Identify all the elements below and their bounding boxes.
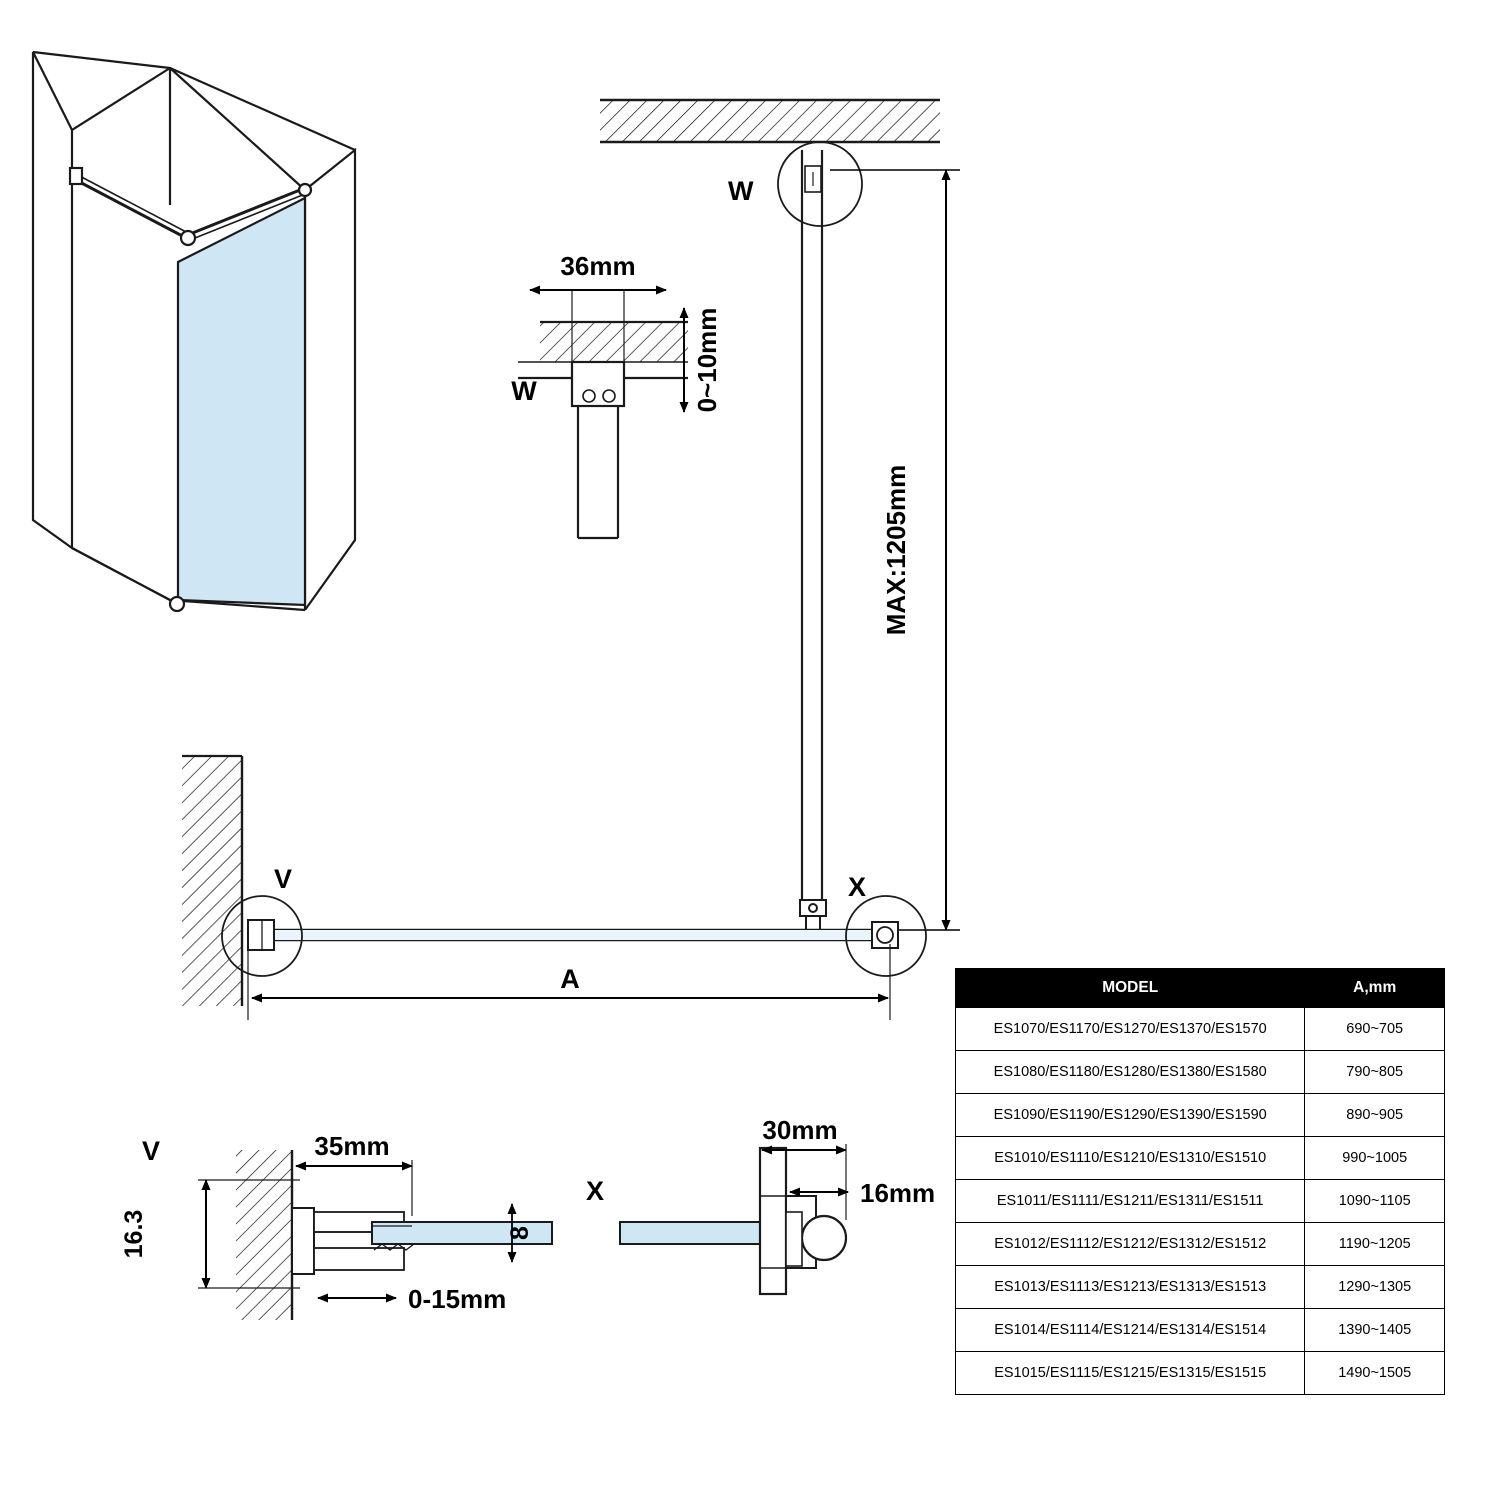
table-header-row bbox=[956, 969, 1445, 1008]
table-row bbox=[956, 1223, 1445, 1266]
dimension-label-16-3: 16.3 bbox=[120, 1209, 148, 1259]
cell-range: 1290~1305 bbox=[1305, 1266, 1445, 1309]
isometric-view bbox=[33, 52, 355, 611]
cell-model: ES1014/ES1114/ES1214/ES1314/ES1514 bbox=[956, 1309, 1305, 1352]
dimension-label-0-10mm: 0~10mm bbox=[692, 307, 722, 413]
table-row bbox=[956, 1008, 1445, 1051]
table-row bbox=[956, 1051, 1445, 1094]
dimension-label-0-15mm: 0-15mm bbox=[408, 1284, 507, 1314]
model-spec-table bbox=[955, 968, 1445, 1395]
cell-model: ES1012/ES1112/ES1212/ES1312/ES1512 bbox=[956, 1223, 1305, 1266]
dimension-label-max-height: MAX:1205mm bbox=[881, 464, 911, 636]
callout-label-x-detail: X bbox=[586, 1176, 605, 1206]
x-detail-view bbox=[586, 1115, 935, 1294]
cell-range: 790~805 bbox=[1305, 1051, 1445, 1094]
dimension-label-8: 8 bbox=[506, 1226, 534, 1240]
callout-label-v-plan: V bbox=[274, 864, 293, 894]
dimension-label-35mm: 35mm bbox=[314, 1131, 390, 1161]
bar-lower-bracket bbox=[800, 900, 826, 930]
cell-model: ES1090/ES1190/ES1290/ES1390/ES1590 bbox=[956, 1094, 1305, 1137]
callout-label-w-detail: W bbox=[511, 376, 537, 406]
dimension-label-16mm: 16mm bbox=[860, 1178, 936, 1208]
v-detail-view bbox=[120, 1131, 552, 1320]
table-row bbox=[956, 1266, 1445, 1309]
cell-range: 1190~1205 bbox=[1305, 1223, 1445, 1266]
table-row bbox=[956, 1309, 1445, 1352]
cell-range: 1490~1505 bbox=[1305, 1352, 1445, 1395]
callout-label-w-top: W bbox=[728, 176, 754, 206]
cell-model: ES1070/ES1170/ES1270/ES1370/ES1570 bbox=[956, 1008, 1305, 1051]
w-detail-view bbox=[511, 251, 722, 538]
callout-label-v-detail: V bbox=[142, 1136, 161, 1166]
dimension-label-a: A bbox=[560, 964, 580, 994]
table-row bbox=[956, 1180, 1445, 1223]
table-row bbox=[956, 1094, 1445, 1137]
column-header-model: MODEL bbox=[956, 969, 1305, 1008]
dimension-label-36mm: 36mm bbox=[560, 251, 636, 281]
cell-model: ES1010/ES1110/ES1210/ES1310/ES1510 bbox=[956, 1137, 1305, 1180]
cell-range: 890~905 bbox=[1305, 1094, 1445, 1137]
table-row bbox=[956, 1352, 1445, 1395]
column-header-a-mm: A,mm bbox=[1305, 969, 1445, 1008]
dimension-max-height bbox=[830, 170, 960, 930]
cell-model: ES1080/ES1180/ES1280/ES1380/ES1580 bbox=[956, 1051, 1305, 1094]
cell-range: 990~1005 bbox=[1305, 1137, 1445, 1180]
table-row bbox=[956, 1137, 1445, 1180]
dimension-label-30mm: 30mm bbox=[762, 1115, 838, 1145]
cell-range: 690~705 bbox=[1305, 1008, 1445, 1051]
cell-range: 1090~1105 bbox=[1305, 1180, 1445, 1223]
ceiling-section bbox=[600, 100, 940, 142]
support-bar-elevation bbox=[802, 150, 822, 905]
callout-label-x-plan: X bbox=[848, 872, 867, 902]
plan-view bbox=[182, 756, 926, 1020]
cell-model: ES1011/ES1111/ES1211/ES1311/ES1511 bbox=[956, 1180, 1305, 1223]
cell-range: 1390~1405 bbox=[1305, 1309, 1445, 1352]
cell-model: ES1013/ES1113/ES1213/ES1313/ES1513 bbox=[956, 1266, 1305, 1309]
cell-model: ES1015/ES1115/ES1215/ES1315/ES1515 bbox=[956, 1352, 1305, 1395]
